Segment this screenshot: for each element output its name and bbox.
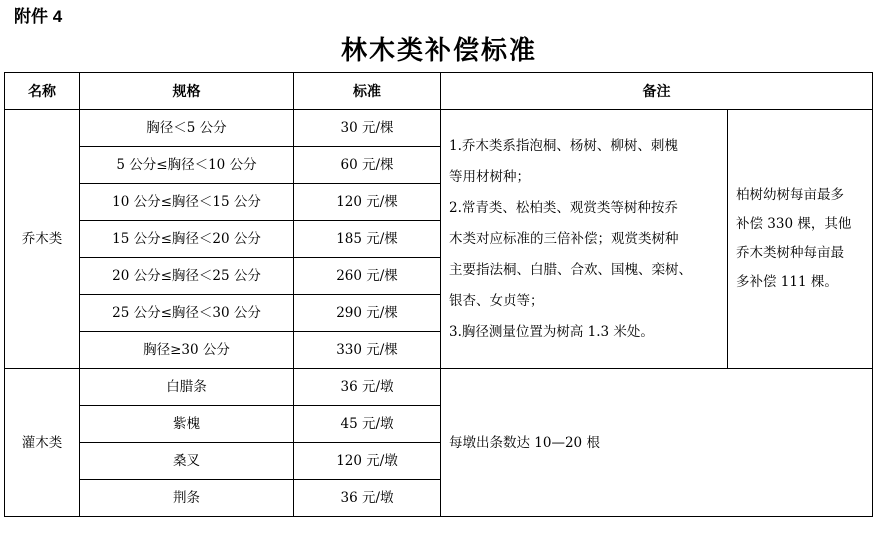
category-trees: 乔木类 [5,110,80,369]
spec-cell: 荆条 [80,480,294,517]
standard-cell: 330 元/棵 [294,332,441,369]
column-header-name: 名称 [5,73,80,110]
side-note-line: 乔木类树种每亩最 [736,245,844,261]
standard-cell: 36 元/墩 [294,480,441,517]
document-title: 林木类补偿标准 [340,36,537,66]
trees-side-note [728,110,873,369]
standard-cell: 60 元/棵 [294,147,441,184]
standard-cell: 120 元/墩 [294,443,441,480]
spec-cell: 15 公分≤胸径＜20 公分 [80,221,294,258]
spec-cell: 桑叉 [80,443,294,480]
spec-cell: 白腊条 [80,369,294,406]
spec-cell: 胸径＜5 公分 [80,110,294,147]
standard-cell: 260 元/棵 [294,258,441,295]
trees-note [441,110,728,369]
side-note-line: 柏树幼树每亩最多 [736,187,844,203]
trees-note-line: 2.常青类、松柏类、观赏类等树种按乔 [449,199,678,216]
standard-cell: 36 元/墩 [294,369,441,406]
trees-note-line: 1.乔木类系指泡桐、杨树、柳树、刺槐 [449,137,678,154]
trees-note-line: 3.胸径测量位置为树高 1.3 米处。 [449,323,654,340]
trees-note-line: 主要指法桐、白腊、合欢、国槐、栾树、 [449,261,692,278]
spec-cell: 20 公分≤胸径＜25 公分 [80,258,294,295]
attachment-label: 附件 4 [14,7,63,26]
spec-cell: 5 公分≤胸径＜10 公分 [80,147,294,184]
trees-note-line: 等用材树种； [449,168,530,185]
side-note-line: 多补偿 111 棵。 [736,274,838,290]
standard-cell: 185 元/棵 [294,221,441,258]
standard-cell: 30 元/棵 [294,110,441,147]
shrubs-note: 每墩出条数达 10—20 根 [441,369,873,517]
column-header-standard: 标准 [294,73,441,110]
table-header-row [5,73,873,110]
side-note-line: 补偿 330 棵，其他 [736,216,852,232]
spec-cell: 25 公分≤胸径＜30 公分 [80,295,294,332]
category-shrubs: 灌木类 [5,369,80,517]
column-header-note: 备注 [441,73,873,110]
standard-cell: 290 元/棵 [294,295,441,332]
trees-note-line: 银杏、女贞等； [449,292,544,309]
spec-cell: 紫槐 [80,406,294,443]
table-row [5,110,873,147]
standard-cell: 120 元/棵 [294,184,441,221]
spec-cell: 10 公分≤胸径＜15 公分 [80,184,294,221]
column-header-spec: 规格 [80,73,294,110]
compensation-table [4,72,873,517]
table-row [5,369,873,406]
trees-note-line: 木类对应标准的三倍补偿；观赏类树种 [449,230,679,247]
standard-cell: 45 元/墩 [294,406,441,443]
spec-cell: 胸径≥30 公分 [80,332,294,369]
